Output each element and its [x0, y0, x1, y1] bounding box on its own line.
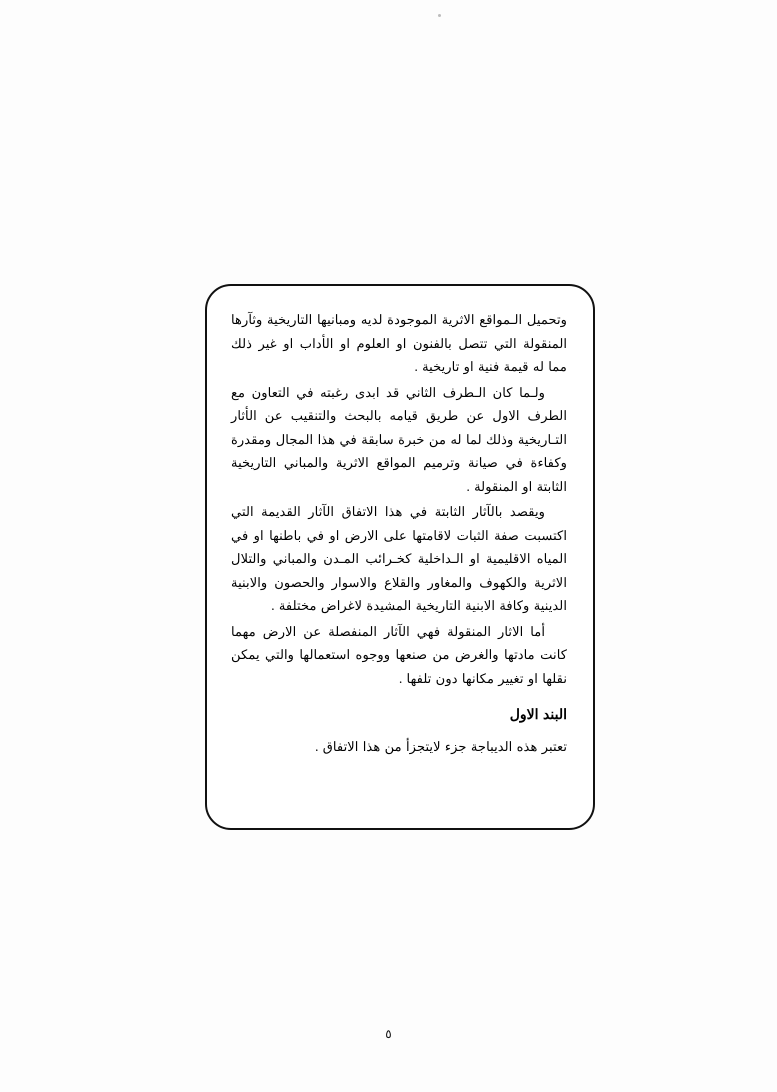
document-body: [231, 308, 567, 758]
paragraph-3: ويقصد بالآثار الثابتة في هذا الاتفاق الآثار القديمة التي اكتسبت صفة الثبات لاقامتها على الارض او في باطنها او في المياه الاقليمية او الـداخلية كخـرائب المـدن والمباني والتلال الاثرية والكهوف والمغاور والقلاع والاسوار والحصون والابنية الدينية وكافة الابنية التاريخية المشيدة لاغراض مختلفة .: [231, 504, 567, 613]
paragraph-2: ولـما كان الـطرف الثاني قد ابدى رغبته في التعاون مع الطرف الاول عن طريق قيامه بالبحث والتنقيب عن الأثار التـاريخية وذلك لما له من خبرة سابقة في هذا المجال ومقدرة وكفاءة في صيانة وترميم المواقع الاثرية والمباني التاريخية الثابتة او المنقولة .: [231, 384, 567, 494]
paragraph-1: وتحميل الـمواقع الاثرية الموجودة لديه ومبانيها التاريخية وثآرها المنقولة التي تتصل بالفنون او العلوم او الأداب او غير ذلك مما له قيمة فنية او تاريخية .: [231, 312, 567, 374]
page-number: ٥: [385, 1027, 392, 1041]
scan-artifact-speck: [438, 14, 441, 17]
section-heading: البند الاول: [509, 708, 567, 723]
paragraph-4: أما الاثار المنقولة فهي الآثار المنفصلة عن الارض مهما كانت مادتها والغرض من صنعها ووجوه استعمالها والتي يمكن نقلها او تغيير مكانها دون تلفها .: [231, 623, 567, 686]
section-body-text: تعتبر هذه الديباجة جزء لايتجزأ من هذا الاتفاق .: [315, 738, 567, 754]
bordered-text-frame: [205, 284, 595, 830]
